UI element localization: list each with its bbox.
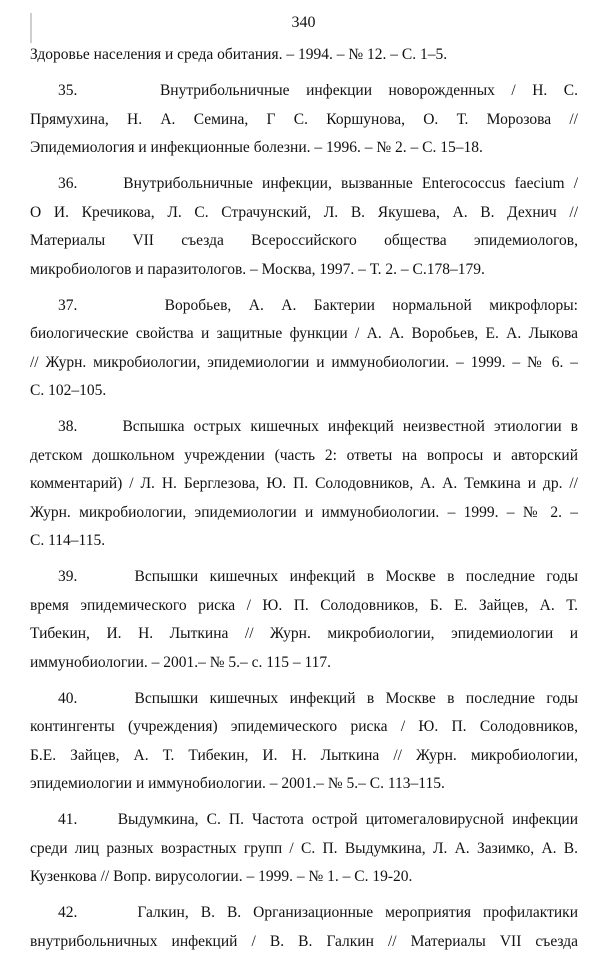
reference-line: микробиологов и паразитологов. – Москва, 1997. – Т. 2. – С.178–179. — [30, 260, 485, 278]
reference-line: 41. Выдумкина, С. П. Частота острой цитомегаловирусной инфекции — [58, 811, 578, 828]
reference-entry — [30, 563, 578, 677]
reference-line: // Журн. микробиологии, эпидемиологии и иммунобиологии. – 1999. – № 6. – — [30, 353, 578, 371]
reference-line: детском дошкольном учреждении (часть 2: ответы на вопросы и авторский — [30, 446, 578, 464]
reference-line: эпидемиологии и иммунобиологии. – 2001.– № 5.– С. 113–115. — [30, 775, 445, 792]
reference-line: 35. Внутрибольничные инфекции новорожденных / Н. С. — [58, 82, 578, 99]
paragraph-gap — [30, 892, 578, 900]
reference-line: 36. Внутрибольничные инфекции, вызванные Enterococcus faecium / — [58, 175, 578, 192]
paragraph-gap — [30, 406, 578, 414]
reference-line: Тибекин, И. Н. Лыткина // Журн. микробиологии, эпидемиологии и — [30, 625, 578, 642]
reference-line: Эпидемиология и инфекционные болезни. – 1996. – № 2. – С. 15–18. — [30, 139, 483, 156]
reference-entry — [30, 806, 578, 892]
reference-line: 40. Вспышки кишечных инфекций в Москве в последние годы — [58, 689, 578, 707]
reference-entry — [30, 41, 578, 70]
reference-line: внутрибольничных инфекций / В. В. Галкин // Материалы VII съезда — [30, 932, 578, 950]
reference-line: Журн. микробиологии, эпидемиологии и иммунобиологии. – 1999. – № 2. – — [30, 503, 578, 521]
reference-entry — [30, 77, 578, 163]
reference-entry — [30, 170, 578, 284]
reference-line: С. 114–115. — [30, 532, 106, 549]
reference-line: 38. Вспышка острых кишечных инфекций неизвестной этиологии в — [58, 418, 578, 435]
page-number: 340 — [291, 14, 316, 31]
reference-line: биологические свойства и защитные функции / А. А. Воробьев, Е. А. Лыкова — [30, 325, 578, 342]
reference-line: 37. Воробьев, А. А. Бактерии нормальной микрофлоры: — [58, 296, 578, 314]
reference-line: С. 102–105. — [30, 382, 107, 399]
paragraph-gap — [30, 556, 578, 564]
paragraph-gap — [30, 677, 578, 685]
paragraph-gap — [30, 163, 578, 171]
reference-list — [30, 41, 578, 956]
reference-line: время эпидемического риска / Ю. П. Солодовников, Б. Е. Зайцев, А. Т. — [30, 596, 578, 614]
paragraph-gap — [30, 70, 578, 78]
paragraph-gap — [30, 799, 578, 807]
reference-line: О И. Кречикова, Л. С. Страчунский, Л. В. Якушева, А. В. Дехнич // — [30, 203, 578, 221]
paragraph-gap — [30, 284, 578, 292]
reference-line: Кузенкова // Вопр. вирусологии. – 1999. – № 1. – С. 19-20. — [30, 868, 413, 885]
reference-line: среди лиц разных возрастных групп / С. П. Выдумкина, Л. А. Зазимко, А. В. — [30, 839, 578, 857]
reference-line: комментарий) / Л. Н. Берглезова, Ю. П. Солодовников, А. А. Темкина и др. // — [30, 475, 578, 492]
reference-line: Прямухина, Н. А. Семина, Г С. Коршунова, О. Т. Морозова // — [30, 110, 578, 128]
reference-entry — [30, 899, 578, 956]
reference-line: Материалы VII съезда Всероссийского общества эпидемиологов, — [30, 232, 578, 249]
reference-entry — [30, 413, 578, 556]
reference-entry — [30, 292, 578, 406]
reference-line: Здоровье населения и среда обитания. – 1994. – № 12. – С. 1–5. — [30, 46, 448, 63]
reference-entry — [30, 685, 578, 799]
reference-line: контингенты (учреждения) эпидемического риска / Ю. П. Солодовников, — [30, 718, 578, 735]
reference-line: Б.Е. Зайцев, А. Т. Тибекин, И. Н. Лыткина // Журн. микробиологии, — [30, 746, 578, 764]
reference-line: 39. Вспышки кишечных инфекций в Москве в последние годы — [58, 568, 578, 585]
reference-line: 42. Галкин, В. В. Организационные мероприятия профилактики — [58, 904, 578, 921]
reference-line: иммунобиологии. – 2001.– № 5.– с. 115 – 117. — [30, 653, 332, 671]
